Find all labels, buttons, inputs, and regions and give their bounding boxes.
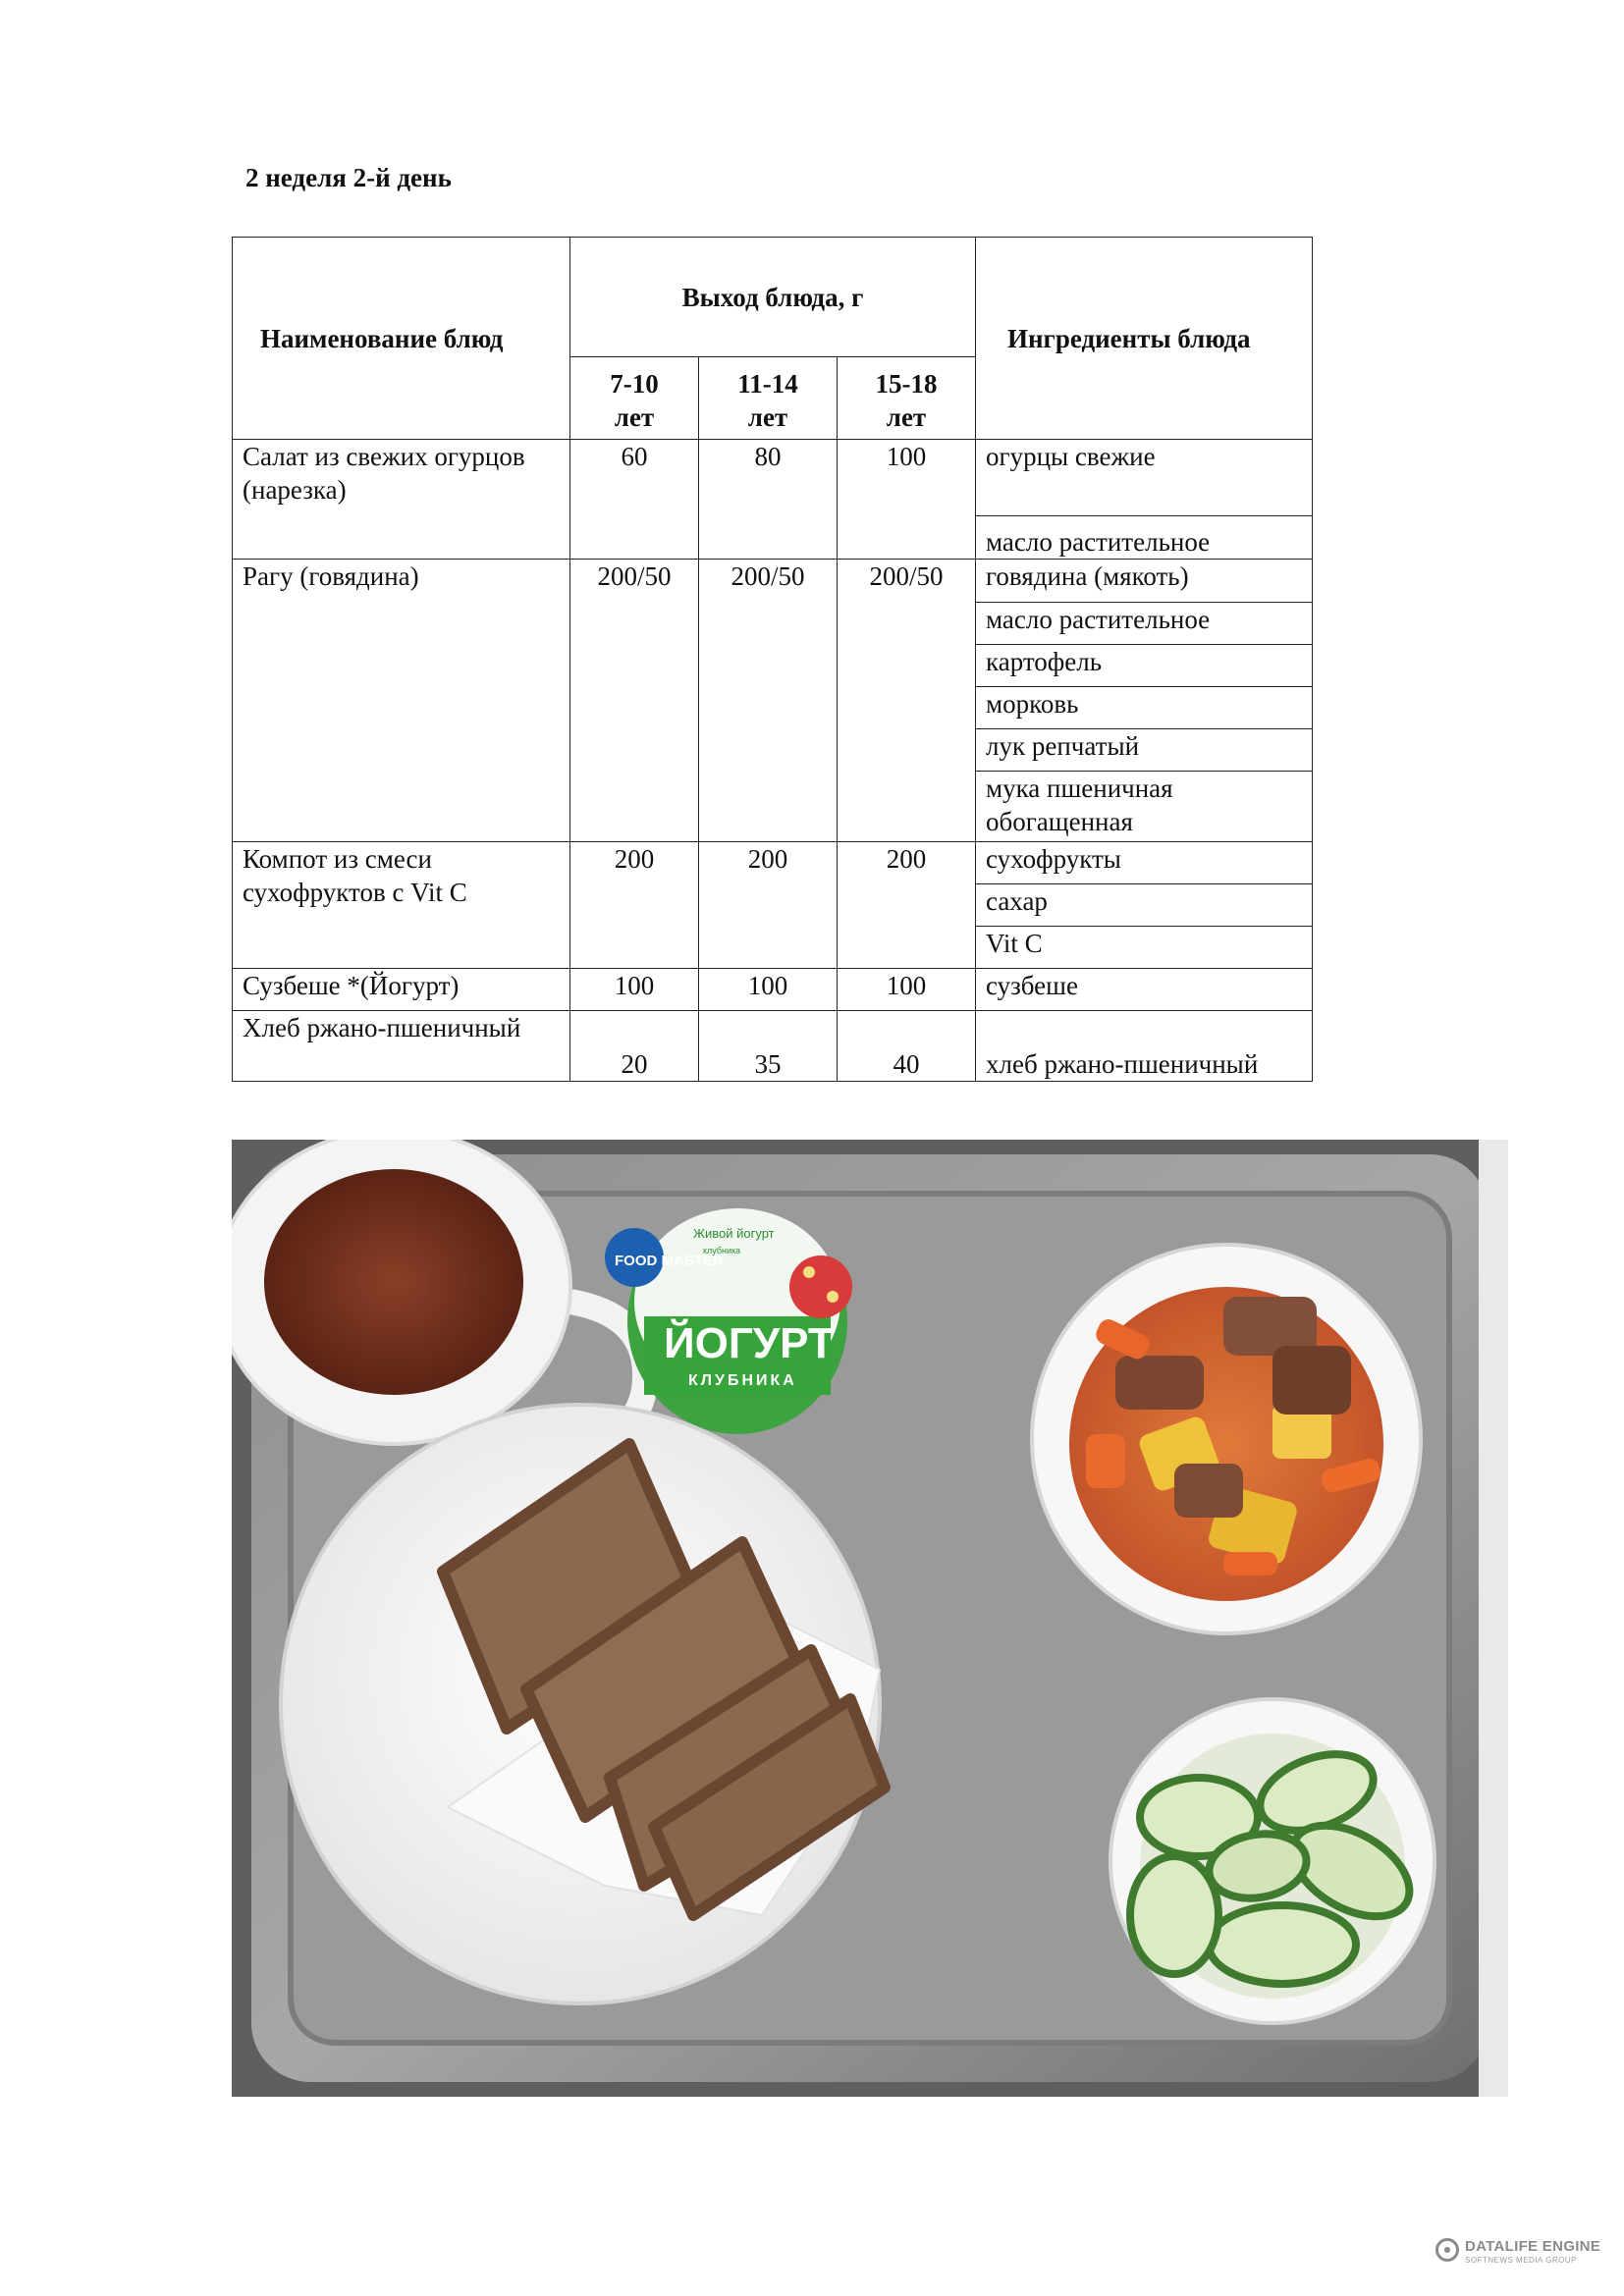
ingredient: масло растительное xyxy=(976,603,1313,645)
yield-11-14: 80 xyxy=(699,440,838,560)
header-age-11-14: 11-14 лет xyxy=(699,357,838,440)
header-age-15-18: 15-18 лет xyxy=(838,357,976,440)
ingredient: сузбеше xyxy=(976,969,1313,1011)
yield-11-14: 200/50 xyxy=(699,560,838,842)
yield-7-10: 200 xyxy=(570,842,699,969)
table-row xyxy=(233,440,1313,516)
yogurt-brand: FOOD MASTER xyxy=(615,1253,724,1269)
yield-15-18: 200/50 xyxy=(838,560,976,842)
ingredient: картофель xyxy=(976,645,1313,687)
watermark-subtitle: SOFTNEWS MEDIA GROUP xyxy=(1465,2256,1578,2265)
ingredient: огурцы свежие xyxy=(976,440,1313,516)
dish-name: Компот из смеси сухофруктов с Vit C xyxy=(233,842,570,969)
dish-name: Салат из свежих огурцов (нарезка) xyxy=(233,440,570,560)
yield-11-14: 200 xyxy=(699,842,838,969)
ingredient: сухофрукты xyxy=(976,842,1313,884)
yield-15-18: 200 xyxy=(838,842,976,969)
yogurt-subtitle: Живой йогурт xyxy=(693,1226,775,1241)
table-row xyxy=(233,842,1313,884)
header-ingredients: Ингредиенты блюда xyxy=(976,238,1313,440)
yield-11-14: 100 xyxy=(699,969,838,1011)
table-row xyxy=(233,969,1313,1011)
yield-7-10: 100 xyxy=(570,969,699,1011)
yield-7-10: 60 xyxy=(570,440,699,560)
ingredient: Vit C xyxy=(976,927,1313,969)
header-dish-name: Наименование блюд xyxy=(233,238,570,440)
dish-name: Хлеб ржано-пшеничный xyxy=(233,1011,570,1082)
ingredient: сахар xyxy=(976,884,1313,927)
cucumber-bowl xyxy=(1110,1699,1435,2023)
ingredient: хлеб ржано-пшеничный xyxy=(976,1011,1313,1082)
yogurt-flavor: КЛУБНИКА xyxy=(688,1372,797,1389)
header-age-7-10: 7-10 лет xyxy=(570,357,699,440)
dish-name: Сузбеше *(Йогурт) xyxy=(233,969,570,1011)
meal-photo xyxy=(232,1140,1508,2097)
yogurt-flavor-small: клубника xyxy=(703,1246,741,1255)
watermark xyxy=(1435,2234,1612,2273)
ingredient: морковь xyxy=(976,687,1313,729)
yield-15-18: 100 xyxy=(838,440,976,560)
yogurt-title: ЙОГУРТ xyxy=(664,1319,835,1367)
page-heading: 2 неделя 2-й день xyxy=(245,163,452,192)
bread-plate xyxy=(281,1405,885,2003)
yield-11-14: 35 xyxy=(699,1011,838,1082)
dish-name: Рагу (говядина) xyxy=(233,560,570,842)
header-yield: Выход блюда, г xyxy=(570,238,976,357)
stew-bowl xyxy=(1032,1245,1421,1633)
ingredient: говядина (мякоть) xyxy=(976,560,1313,603)
watermark-title: DATALIFE ENGINE xyxy=(1465,2238,1601,2255)
ingredient: масло растительное xyxy=(976,516,1313,560)
table-row xyxy=(233,560,1313,603)
yield-15-18: 40 xyxy=(838,1011,976,1082)
datalife-logo-icon xyxy=(1435,2238,1459,2262)
yield-7-10: 200/50 xyxy=(570,560,699,842)
table-row xyxy=(233,1011,1313,1082)
menu-table xyxy=(232,237,1313,1082)
yield-7-10: 20 xyxy=(570,1011,699,1082)
ingredient: мука пшеничная обогащенная xyxy=(976,772,1313,842)
yield-15-18: 100 xyxy=(838,969,976,1011)
ingredient: лук репчатый xyxy=(976,729,1313,772)
